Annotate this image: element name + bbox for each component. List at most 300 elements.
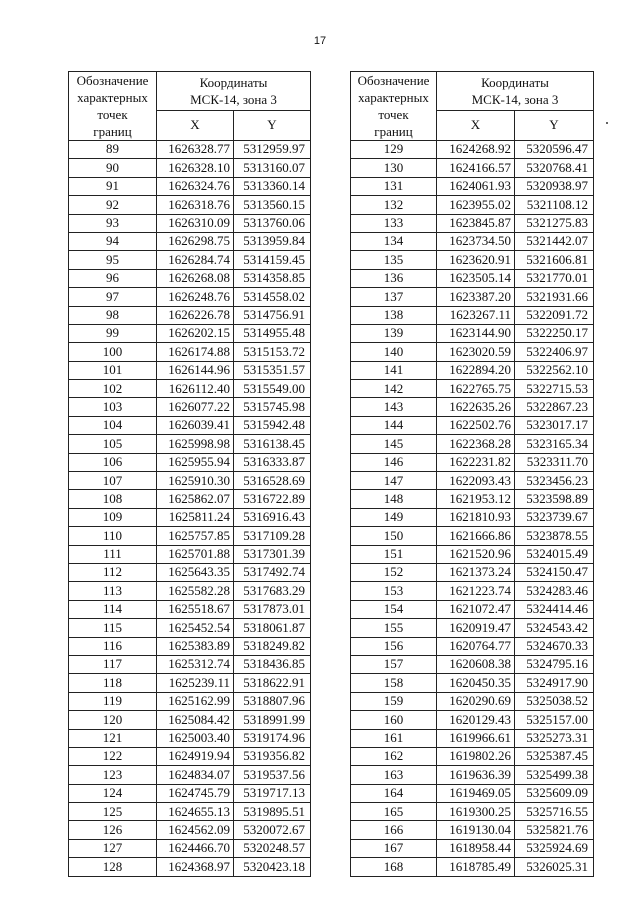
table-row	[351, 453, 594, 471]
table-row	[69, 232, 311, 250]
table-row	[69, 582, 311, 600]
x-coordinate-cell: 1625518.67	[157, 600, 234, 618]
table-row	[351, 490, 594, 508]
table-row	[351, 600, 594, 618]
table-row	[69, 821, 311, 839]
point-number-cell: 126	[69, 821, 157, 839]
point-number-cell: 109	[69, 508, 157, 526]
point-number-cell: 93	[69, 214, 157, 232]
table-row	[69, 214, 311, 232]
x-coordinate-cell: 1624655.13	[157, 803, 234, 821]
point-number-cell: 161	[351, 729, 437, 747]
y-coordinate-cell: 5314358.85	[234, 269, 311, 287]
point-number-cell: 98	[69, 306, 157, 324]
point-number-cell: 135	[351, 251, 437, 269]
x-coordinate-cell: 1624166.57	[437, 159, 515, 177]
point-number-cell: 138	[351, 306, 437, 324]
x-coordinate-cell: 1626298.75	[157, 232, 234, 250]
table-row	[351, 214, 594, 232]
x-coordinate-cell: 1626039.41	[157, 416, 234, 434]
point-number-cell: 116	[69, 637, 157, 655]
x-coordinate-cell: 1625162.99	[157, 692, 234, 710]
table-row	[69, 858, 311, 876]
table-row	[351, 306, 594, 324]
table-body-right	[351, 141, 594, 877]
table-row	[351, 196, 594, 214]
x-coordinate-cell: 1623505.14	[437, 269, 515, 287]
point-number-cell: 159	[351, 692, 437, 710]
table-row	[69, 398, 311, 416]
table-row	[351, 398, 594, 416]
table-row	[69, 619, 311, 637]
table-row	[351, 361, 594, 379]
point-number-cell: 150	[351, 527, 437, 545]
point-number-cell: 144	[351, 416, 437, 434]
table-row	[351, 858, 594, 876]
x-coordinate-cell: 1620764.77	[437, 637, 515, 655]
y-coordinate-cell: 5324015.49	[515, 545, 594, 563]
point-number-cell: 110	[69, 527, 157, 545]
y-coordinate-cell: 5316333.87	[234, 453, 311, 471]
point-number-cell: 105	[69, 435, 157, 453]
y-coordinate-cell: 5324150.47	[515, 563, 594, 581]
x-coordinate-cell: 1619966.61	[437, 729, 515, 747]
table-row	[69, 288, 311, 306]
y-coordinate-cell: 5318622.91	[234, 674, 311, 692]
point-number-cell: 115	[69, 619, 157, 637]
y-coordinate-cell: 5320248.57	[234, 839, 311, 857]
point-number-cell: 131	[351, 177, 437, 195]
table-row	[69, 472, 311, 490]
y-coordinate-cell: 5323165.34	[515, 435, 594, 453]
x-coordinate-cell: 1618958.44	[437, 839, 515, 857]
table-row	[69, 766, 311, 784]
table-row	[69, 141, 311, 159]
x-coordinate-cell: 1622635.26	[437, 398, 515, 416]
x-coordinate-cell: 1619300.25	[437, 803, 515, 821]
y-coordinate-cell: 5325609.09	[515, 784, 594, 802]
table-row	[351, 821, 594, 839]
x-column-header: X	[157, 111, 234, 141]
x-coordinate-cell: 1621072.47	[437, 600, 515, 618]
x-coordinate-cell: 1620129.43	[437, 711, 515, 729]
x-coordinate-cell: 1623955.02	[437, 196, 515, 214]
point-number-cell: 134	[351, 232, 437, 250]
table-row	[69, 251, 311, 269]
y-coordinate-cell: 5320938.97	[515, 177, 594, 195]
x-coordinate-cell: 1620290.69	[437, 692, 515, 710]
y-coordinate-cell: 5323311.70	[515, 453, 594, 471]
y-coordinate-cell: 5313560.15	[234, 196, 311, 214]
point-number-cell: 102	[69, 380, 157, 398]
x-coordinate-cell: 1620919.47	[437, 619, 515, 637]
point-number-cell: 163	[351, 766, 437, 784]
y-coordinate-cell: 5321108.12	[515, 196, 594, 214]
point-number-cell: 137	[351, 288, 437, 306]
point-number-cell: 146	[351, 453, 437, 471]
y-coordinate-cell: 5321931.66	[515, 288, 594, 306]
x-coordinate-cell: 1618785.49	[437, 858, 515, 876]
point-number-cell: 107	[69, 472, 157, 490]
x-coordinate-cell: 1624061.93	[437, 177, 515, 195]
point-number-cell: 120	[69, 711, 157, 729]
point-number-cell: 92	[69, 196, 157, 214]
x-coordinate-cell: 1625811.24	[157, 508, 234, 526]
point-number-cell: 91	[69, 177, 157, 195]
x-coordinate-cell: 1621953.12	[437, 490, 515, 508]
coordinates-header: Координаты МСК-14, зона 3	[437, 72, 594, 111]
table-body-left	[69, 141, 311, 877]
table-row	[69, 729, 311, 747]
table-row	[351, 766, 594, 784]
point-number-cell: 129	[351, 141, 437, 159]
x-coordinate-cell: 1626318.76	[157, 196, 234, 214]
x-coordinate-cell: 1623387.20	[437, 288, 515, 306]
x-coordinate-cell: 1620450.35	[437, 674, 515, 692]
table-row	[69, 159, 311, 177]
y-coordinate-cell: 5317109.28	[234, 527, 311, 545]
y-coordinate-cell: 5325821.76	[515, 821, 594, 839]
x-coordinate-cell: 1625312.74	[157, 655, 234, 673]
y-coordinate-cell: 5315942.48	[234, 416, 311, 434]
table-row	[69, 637, 311, 655]
x-coordinate-cell: 1621223.74	[437, 582, 515, 600]
point-number-cell: 104	[69, 416, 157, 434]
coordinates-table-left	[68, 71, 311, 877]
y-coordinate-cell: 5324414.46	[515, 600, 594, 618]
point-number-cell: 162	[351, 747, 437, 765]
x-coordinate-cell: 1624562.09	[157, 821, 234, 839]
x-coordinate-cell: 1622502.76	[437, 416, 515, 434]
x-coordinate-cell: 1625910.30	[157, 472, 234, 490]
table-row	[69, 324, 311, 342]
point-number-cell: 100	[69, 343, 157, 361]
x-coordinate-cell: 1619130.04	[437, 821, 515, 839]
table-row	[69, 380, 311, 398]
point-number-cell: 153	[351, 582, 437, 600]
x-coordinate-cell: 1624834.07	[157, 766, 234, 784]
table-row	[69, 416, 311, 434]
y-coordinate-cell: 5325924.69	[515, 839, 594, 857]
y-coordinate-cell: 5319717.13	[234, 784, 311, 802]
table-row	[351, 416, 594, 434]
x-coordinate-cell: 1626226.78	[157, 306, 234, 324]
point-number-cell: 168	[351, 858, 437, 876]
x-coordinate-cell: 1625862.07	[157, 490, 234, 508]
table-row	[69, 545, 311, 563]
table-row	[69, 600, 311, 618]
table-row	[351, 435, 594, 453]
point-number-cell: 124	[69, 784, 157, 802]
x-coordinate-cell: 1622231.82	[437, 453, 515, 471]
y-coordinate-cell: 5319356.82	[234, 747, 311, 765]
table-row	[351, 747, 594, 765]
y-coordinate-cell: 5315153.72	[234, 343, 311, 361]
y-coordinate-cell: 5323017.17	[515, 416, 594, 434]
x-coordinate-cell: 1626077.22	[157, 398, 234, 416]
y-coordinate-cell: 5312959.97	[234, 141, 311, 159]
x-coordinate-cell: 1621373.24	[437, 563, 515, 581]
x-coordinate-cell: 1622765.75	[437, 380, 515, 398]
y-coordinate-cell: 5316722.89	[234, 490, 311, 508]
x-coordinate-cell: 1626174.88	[157, 343, 234, 361]
y-coordinate-cell: 5323739.67	[515, 508, 594, 526]
point-number-cell: 130	[351, 159, 437, 177]
y-coordinate-cell: 5325157.00	[515, 711, 594, 729]
y-coordinate-cell: 5320768.41	[515, 159, 594, 177]
y-coordinate-cell: 5316916.43	[234, 508, 311, 526]
point-number-cell: 113	[69, 582, 157, 600]
y-coordinate-cell: 5324795.16	[515, 655, 594, 673]
point-number-cell: 122	[69, 747, 157, 765]
y-coordinate-cell: 5315351.57	[234, 361, 311, 379]
y-coordinate-cell: 5314756.91	[234, 306, 311, 324]
x-coordinate-cell: 1625701.88	[157, 545, 234, 563]
y-coordinate-cell: 5324917.90	[515, 674, 594, 692]
point-number-cell: 133	[351, 214, 437, 232]
point-number-cell: 106	[69, 453, 157, 471]
y-coordinate-cell: 5324670.33	[515, 637, 594, 655]
point-number-cell: 108	[69, 490, 157, 508]
y-coordinate-cell: 5320072.67	[234, 821, 311, 839]
table-row	[351, 839, 594, 857]
table-row	[351, 251, 594, 269]
point-number-cell: 96	[69, 269, 157, 287]
point-number-cell: 112	[69, 563, 157, 581]
x-coordinate-cell: 1626284.74	[157, 251, 234, 269]
table-row	[69, 711, 311, 729]
point-number-cell: 132	[351, 196, 437, 214]
point-number-cell: 147	[351, 472, 437, 490]
x-coordinate-cell: 1625003.40	[157, 729, 234, 747]
x-coordinate-cell: 1621520.96	[437, 545, 515, 563]
table-row	[351, 527, 594, 545]
point-number-cell: 149	[351, 508, 437, 526]
point-number-cell: 156	[351, 637, 437, 655]
table-row	[69, 435, 311, 453]
table-row	[351, 288, 594, 306]
table-row	[69, 655, 311, 673]
table-row	[351, 380, 594, 398]
table-row	[351, 711, 594, 729]
x-coordinate-cell: 1625452.54	[157, 619, 234, 637]
y-coordinate-cell: 5321606.81	[515, 251, 594, 269]
y-coordinate-cell: 5324543.42	[515, 619, 594, 637]
y-coordinate-cell: 5317492.74	[234, 563, 311, 581]
x-coordinate-cell: 1626248.76	[157, 288, 234, 306]
y-coordinate-cell: 5314159.45	[234, 251, 311, 269]
table-row	[351, 324, 594, 342]
y-coordinate-cell: 5315745.98	[234, 398, 311, 416]
table-row	[351, 784, 594, 802]
point-number-cell: 154	[351, 600, 437, 618]
y-coordinate-cell: 5318807.96	[234, 692, 311, 710]
y-coordinate-cell: 5323456.23	[515, 472, 594, 490]
x-coordinate-cell: 1626310.09	[157, 214, 234, 232]
table-row	[351, 674, 594, 692]
y-coordinate-cell: 5316528.69	[234, 472, 311, 490]
y-coordinate-cell: 5317683.29	[234, 582, 311, 600]
y-column-header: Y	[515, 111, 594, 141]
x-coordinate-cell: 1620608.38	[437, 655, 515, 673]
table-row	[351, 141, 594, 159]
table-row	[351, 563, 594, 581]
x-coordinate-cell: 1622894.20	[437, 361, 515, 379]
point-number-cell: 145	[351, 435, 437, 453]
table-row	[351, 472, 594, 490]
point-number-cell: 165	[351, 803, 437, 821]
point-column-header: Обозначение характерных точек границ	[351, 72, 437, 141]
table-row	[69, 508, 311, 526]
x-coordinate-cell: 1624466.70	[157, 839, 234, 857]
y-coordinate-cell: 5322250.17	[515, 324, 594, 342]
point-number-cell: 148	[351, 490, 437, 508]
table-row	[69, 177, 311, 195]
x-coordinate-cell: 1623267.11	[437, 306, 515, 324]
table-row	[69, 563, 311, 581]
x-coordinate-cell: 1619636.39	[437, 766, 515, 784]
point-number-cell: 101	[69, 361, 157, 379]
point-number-cell: 118	[69, 674, 157, 692]
table-row	[69, 490, 311, 508]
point-number-cell: 128	[69, 858, 157, 876]
x-coordinate-cell: 1626112.40	[157, 380, 234, 398]
point-number-cell: 95	[69, 251, 157, 269]
page-number: 17	[313, 35, 327, 47]
table-row	[69, 527, 311, 545]
y-coordinate-cell: 5317301.39	[234, 545, 311, 563]
y-coordinate-cell: 5322562.10	[515, 361, 594, 379]
table-row	[69, 269, 311, 287]
x-coordinate-cell: 1626324.76	[157, 177, 234, 195]
table-row	[69, 196, 311, 214]
point-number-cell: 103	[69, 398, 157, 416]
point-number-cell: 89	[69, 141, 157, 159]
table-row	[351, 729, 594, 747]
y-coordinate-cell: 5319895.51	[234, 803, 311, 821]
point-number-cell: 142	[351, 380, 437, 398]
table-row	[351, 232, 594, 250]
point-number-cell: 114	[69, 600, 157, 618]
point-number-cell: 125	[69, 803, 157, 821]
point-number-cell: 123	[69, 766, 157, 784]
x-coordinate-cell: 1621666.86	[437, 527, 515, 545]
y-coordinate-cell: 5313160.07	[234, 159, 311, 177]
x-coordinate-cell: 1625643.35	[157, 563, 234, 581]
y-coordinate-cell: 5313760.06	[234, 214, 311, 232]
y-coordinate-cell: 5314558.02	[234, 288, 311, 306]
x-coordinate-cell: 1624745.79	[157, 784, 234, 802]
point-column-header: Обозначение характерных точек границ	[69, 72, 157, 141]
x-coordinate-cell: 1621810.93	[437, 508, 515, 526]
x-coordinate-cell: 1625998.98	[157, 435, 234, 453]
y-coordinate-cell: 5321442.07	[515, 232, 594, 250]
x-coordinate-cell: 1623845.87	[437, 214, 515, 232]
y-coordinate-cell: 5320423.18	[234, 858, 311, 876]
table-row	[351, 159, 594, 177]
y-coordinate-cell: 5313360.14	[234, 177, 311, 195]
y-coordinate-cell: 5318061.87	[234, 619, 311, 637]
point-number-cell: 158	[351, 674, 437, 692]
table-row	[351, 637, 594, 655]
x-coordinate-cell: 1623020.59	[437, 343, 515, 361]
point-number-cell: 111	[69, 545, 157, 563]
table-row	[69, 453, 311, 471]
point-number-cell: 99	[69, 324, 157, 342]
y-coordinate-cell: 5323878.55	[515, 527, 594, 545]
x-coordinate-cell: 1623620.91	[437, 251, 515, 269]
y-coordinate-cell: 5316138.45	[234, 435, 311, 453]
scan-dot-mark	[606, 122, 608, 124]
y-coordinate-cell: 5322867.23	[515, 398, 594, 416]
point-number-cell: 121	[69, 729, 157, 747]
y-coordinate-cell: 5322091.72	[515, 306, 594, 324]
point-number-cell: 141	[351, 361, 437, 379]
coordinates-table-right	[350, 71, 594, 877]
table-row	[69, 803, 311, 821]
y-coordinate-cell: 5325716.55	[515, 803, 594, 821]
table-row	[69, 343, 311, 361]
x-coordinate-cell: 1619469.05	[437, 784, 515, 802]
x-coordinate-cell: 1623734.50	[437, 232, 515, 250]
x-coordinate-cell: 1625239.11	[157, 674, 234, 692]
x-coordinate-cell: 1625383.89	[157, 637, 234, 655]
table-row	[351, 343, 594, 361]
y-coordinate-cell: 5318991.99	[234, 711, 311, 729]
point-number-cell: 167	[351, 839, 437, 857]
x-coordinate-cell: 1625084.42	[157, 711, 234, 729]
y-coordinate-cell: 5319537.56	[234, 766, 311, 784]
table-row	[351, 545, 594, 563]
x-coordinate-cell: 1626144.96	[157, 361, 234, 379]
x-coordinate-cell: 1622093.43	[437, 472, 515, 490]
y-coordinate-cell: 5323598.89	[515, 490, 594, 508]
y-coordinate-cell: 5321770.01	[515, 269, 594, 287]
x-coordinate-cell: 1626268.08	[157, 269, 234, 287]
y-coordinate-cell: 5315549.00	[234, 380, 311, 398]
table-row	[351, 269, 594, 287]
table-row	[69, 361, 311, 379]
x-coordinate-cell: 1622368.28	[437, 435, 515, 453]
point-number-cell: 152	[351, 563, 437, 581]
x-coordinate-cell: 1624268.92	[437, 141, 515, 159]
table-row	[351, 177, 594, 195]
x-coordinate-cell: 1625955.94	[157, 453, 234, 471]
y-column-header: Y	[234, 111, 311, 141]
table-row	[351, 803, 594, 821]
x-coordinate-cell: 1619802.26	[437, 747, 515, 765]
y-coordinate-cell: 5322715.53	[515, 380, 594, 398]
table-row	[69, 784, 311, 802]
x-coordinate-cell: 1626328.10	[157, 159, 234, 177]
point-number-cell: 136	[351, 269, 437, 287]
point-number-cell: 139	[351, 324, 437, 342]
x-coordinate-cell: 1626202.15	[157, 324, 234, 342]
point-number-cell: 151	[351, 545, 437, 563]
coordinates-header: Координаты МСК-14, зона 3	[157, 72, 311, 111]
table-row	[69, 692, 311, 710]
y-coordinate-cell: 5325038.52	[515, 692, 594, 710]
y-coordinate-cell: 5322406.97	[515, 343, 594, 361]
table-row	[351, 619, 594, 637]
point-number-cell: 166	[351, 821, 437, 839]
table-row	[69, 747, 311, 765]
table-row	[351, 692, 594, 710]
y-coordinate-cell: 5326025.31	[515, 858, 594, 876]
point-number-cell: 160	[351, 711, 437, 729]
point-number-cell: 119	[69, 692, 157, 710]
table-row	[351, 582, 594, 600]
